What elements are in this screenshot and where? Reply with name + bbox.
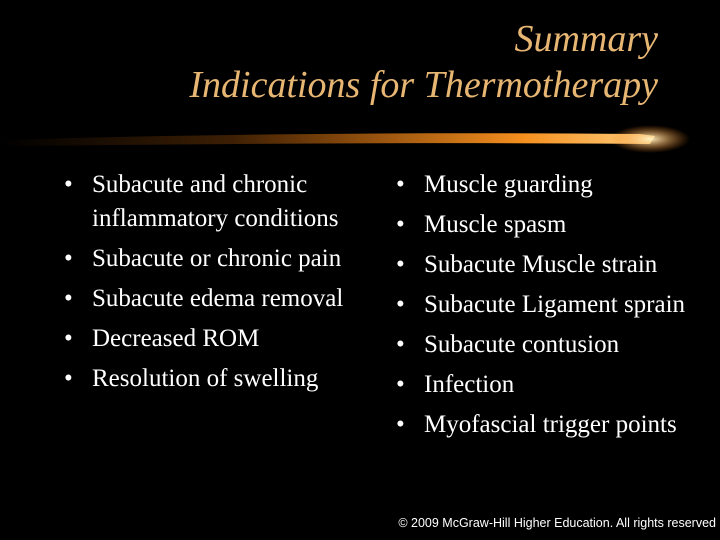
list-item: • Decreased ROM (58, 322, 358, 356)
title-line-summary: Summary (514, 18, 658, 60)
list-item: • Subacute Ligament sprain (390, 288, 720, 322)
bullet-icon: • (64, 325, 73, 352)
bullet-icon: • (396, 291, 405, 318)
copyright-notice: © 2009 McGraw-Hill Higher Education. All rights reserved (398, 516, 716, 530)
list-item: • Subacute Muscle strain (390, 248, 720, 282)
bullet-icon: • (396, 211, 405, 238)
bullet-icon: • (64, 365, 73, 392)
bullet-icon: • (396, 331, 405, 358)
title-line-indications: Indications for Thermotherapy (189, 64, 658, 106)
right-bullet-list (390, 168, 720, 448)
list-item: • Muscle guarding (390, 168, 720, 202)
bullet-icon: • (64, 171, 73, 198)
list-item: • Subacute or chronic pain (58, 242, 358, 276)
list-item: • Infection (390, 368, 720, 402)
bullet-icon: • (396, 371, 405, 398)
list-item: • Subacute edema removal (58, 282, 358, 316)
bullet-icon: • (396, 171, 405, 198)
bullet-icon: • (64, 245, 73, 272)
list-item: • Subacute and chronic inflammatory conditions (58, 168, 358, 236)
list-item: • Muscle spasm (390, 208, 720, 242)
bullet-icon: • (396, 251, 405, 278)
list-item: • Myofascial trigger points (390, 408, 720, 442)
bullet-icon: • (396, 411, 405, 438)
list-item: • Subacute contusion (390, 328, 720, 362)
list-item: • Resolution of swelling (58, 362, 358, 396)
decorative-swoosh (0, 120, 720, 160)
slide-title (18, 16, 658, 108)
bullet-icon: • (64, 285, 73, 312)
left-bullet-list (58, 168, 358, 402)
